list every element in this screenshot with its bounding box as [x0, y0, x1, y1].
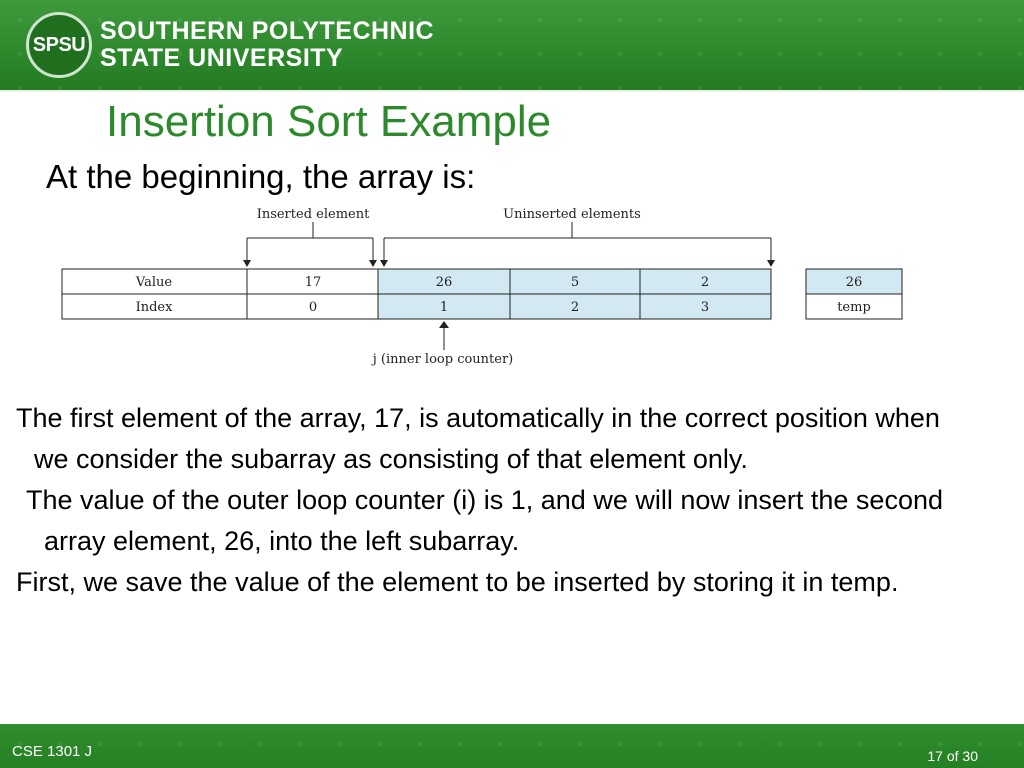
array-diagram — [0, 200, 1024, 375]
logo-text: SPSU — [32, 33, 86, 56]
explanation-paragraph: The value of the outer loop counter (i) is 1, and we will now insert the second array element, 26, into the left subarray. — [26, 485, 943, 556]
temp-table — [806, 269, 902, 319]
slide-title: Insertion Sort Example — [106, 97, 552, 146]
array-index-cell: 0 — [308, 300, 318, 315]
page-of: of — [946, 748, 959, 764]
array-index-cell: 1 — [439, 300, 449, 315]
page-counter — [927, 748, 978, 764]
array-value-cell: 17 — [304, 275, 322, 290]
inserted-bracket — [247, 222, 373, 260]
j-pointer-arrow — [439, 321, 449, 350]
explanation-text — [16, 398, 976, 603]
university-name — [100, 18, 434, 72]
bracket-arrowheads — [243, 260, 775, 267]
j-pointer-label: j (inner loop counter) — [372, 352, 514, 367]
uninserted-bracket — [384, 222, 771, 260]
course-code: CSE 1301 J — [12, 743, 93, 760]
inserted-element-label: Inserted element — [256, 207, 370, 222]
uninserted-elements-label: Uninserted elements — [503, 207, 641, 222]
page-total: 30 — [962, 748, 978, 764]
temp-value: 26 — [845, 275, 863, 290]
array-value-cell: 26 — [435, 275, 453, 290]
slide-subtitle: At the beginning, the array is: — [46, 158, 476, 195]
array-index-cell: 3 — [700, 300, 710, 315]
footer-hex-pattern — [0, 724, 1024, 768]
explanation-paragraph: First, we save the value of the element to be inserted by storing it in temp. — [16, 567, 899, 597]
explanation-paragraph: The first element of the array, 17, is automatically in the correct position when we consider the subarray as consisting of that element only. — [16, 403, 940, 474]
footer-bar — [0, 724, 1024, 768]
array-table — [62, 269, 771, 319]
temp-label: temp — [837, 300, 871, 315]
university-logo — [26, 12, 92, 78]
page-current: 17 — [927, 748, 943, 764]
header-divider — [0, 90, 1024, 92]
array-value-cell: 2 — [700, 275, 710, 290]
row-label-index: Index — [135, 300, 173, 315]
university-name-line2: STATE UNIVERSITY — [100, 44, 344, 72]
array-figure — [0, 200, 1024, 375]
array-index-cell: 2 — [570, 300, 580, 315]
university-name-line1: SOUTHERN POLYTECHNIC — [100, 17, 435, 45]
array-value-cell: 5 — [570, 275, 580, 290]
row-label-value: Value — [135, 275, 173, 290]
header-banner — [0, 0, 1024, 90]
